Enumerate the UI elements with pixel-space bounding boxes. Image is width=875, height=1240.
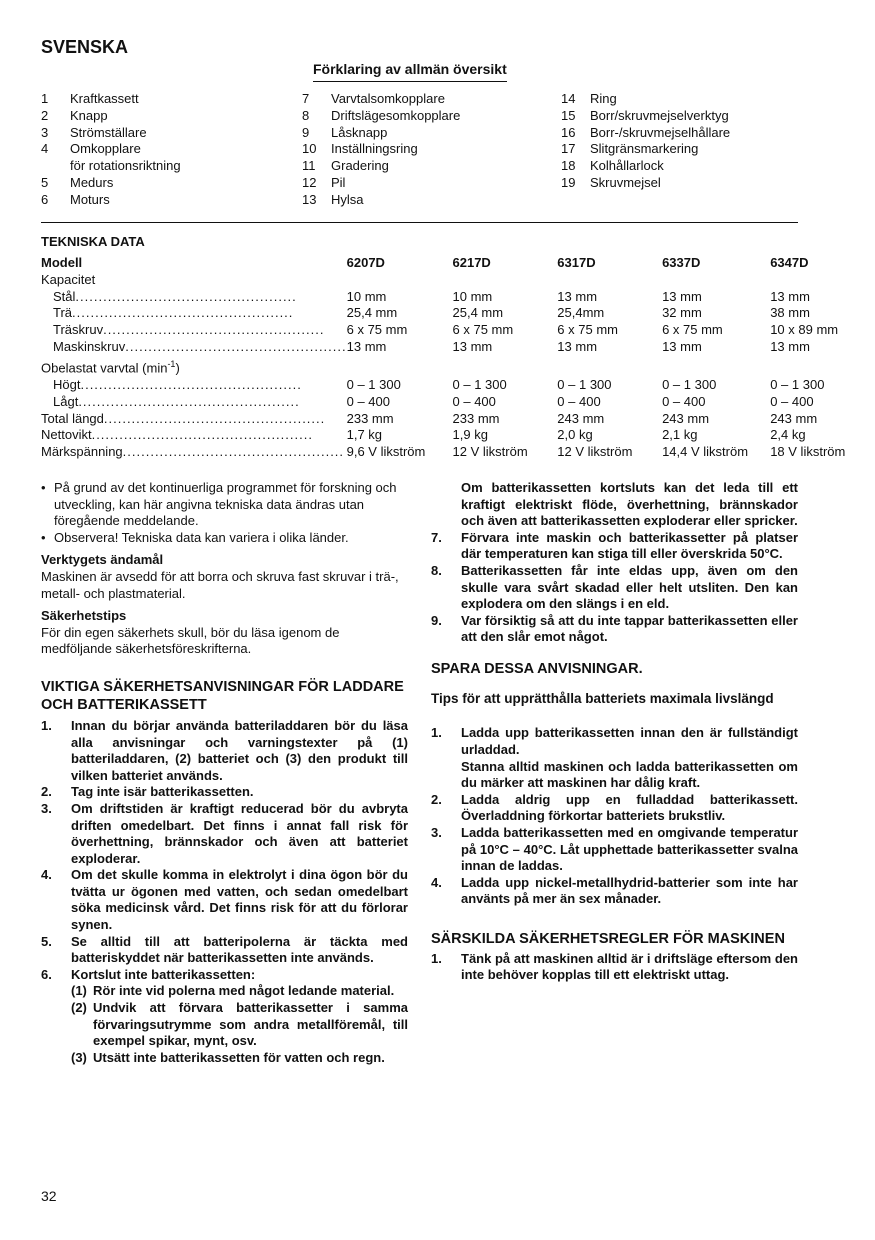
table-cell: 10 mm — [452, 288, 493, 304]
table-cell: 13 mm — [662, 338, 702, 354]
model-name: 6317D — [557, 255, 596, 270]
overview-title: Förklaring av allmän översikt — [313, 61, 507, 82]
table-cell: 0 – 1 300 — [452, 376, 507, 392]
model-name: 6207D — [346, 255, 385, 270]
table-row: Nettovikt ................................................ 1,7 kg 1,9 kg 2,0 kg 2,1 kg 2,4 kg — [41, 427, 875, 444]
list-item: 3. Om driftstiden är kraftigt reducerad bör du avbryta driften omedelbart. Det finns i annat fall risk för överhettning, brännskador och även att batteriet exploderar. — [41, 800, 408, 866]
legend-item: 19 Skruvmejsel — [561, 174, 661, 190]
table-cell: 6 x 75 mm — [557, 322, 618, 338]
model-name: 6337D — [662, 255, 701, 270]
list-item: 1. Ladda upp batterikassetten innan den är fullständigt urladdad. Stanna alltid maskinen och ladda batterikassetten om du märker att maskinen har dålig kraft. — [431, 725, 798, 791]
table-cell: 13 mm — [662, 288, 702, 304]
tech-data-title: TEKNISKA DATA — [41, 234, 145, 249]
table-row: Träskruv ................................................ 6 x 75 mm 6 x 75 mm 6 x 75 mm 6 x 75 mm 10 x 89 mm — [41, 322, 875, 339]
table-cell: 13 mm — [346, 338, 387, 354]
table-cell: 243 mm — [662, 410, 710, 426]
row-label: Lågt — [53, 393, 79, 409]
legend-item: 10 Inställningsring — [302, 141, 418, 157]
table-cell: 233 mm — [346, 410, 394, 426]
sub-list-item: (3) Utsätt inte batterikassetten för vatten och regn. — [71, 1049, 385, 1065]
row-label: Total längd — [41, 410, 104, 426]
table-row: Total längd ................................................ 233 mm 233 mm 243 mm 243 mm 243 mm — [41, 411, 875, 428]
table-cell: 12 V likström — [557, 444, 633, 460]
right-column — [431, 480, 798, 984]
table-cell: 1,9 kg — [452, 427, 488, 443]
sub-list-item: (2) Undvik att förvara batterikassetter i samma förvaringsutrymme som andra metallföremål, till exempel spikar, mynt, osv. — [71, 1000, 408, 1049]
table-cell: 13 mm — [452, 338, 493, 354]
charger-safety-heading: VIKTIGA SÄKERHETSANVISNINGAR FÖR LADDARE OCH BATTERIKASSETT — [41, 678, 404, 713]
table-row: Maskinskruv ................................................ 13 mm 13 mm 13 mm 13 mm 13 mm — [41, 339, 875, 356]
table-cell: 6 x 75 mm — [452, 322, 514, 338]
row-label: Nettovikt — [41, 427, 92, 443]
safety-text: För din egen säkerhets skull, bör du läsa igenom de medföljande säkerhetsföreskrifterna. — [41, 624, 340, 657]
table-cell: 25,4mm — [557, 305, 605, 321]
legend-item: 18 Kolhållarlock — [561, 158, 664, 174]
legend-item: 14 Ring — [561, 91, 617, 106]
legend-item: 17 Slitgränsmarkering — [561, 141, 699, 157]
legend-item: 11 Gradering — [302, 158, 389, 174]
list-item: 1. Tänk på att maskinen alltid är i driftsläge eftersom den inte behöver kopplas till ett elektriskt uttag. — [431, 950, 798, 983]
legend-item: 15 Borr/skruvmejselverktyg — [561, 107, 729, 123]
model-label: Modell — [41, 255, 83, 270]
list-item: 9. Var försiktig så att du inte tappar batterikassetten eller att den slår emot något. — [431, 612, 798, 645]
row-label: Träskruv — [53, 322, 104, 338]
table-cell: 233 mm — [452, 410, 500, 426]
table-cell: 243 mm — [770, 410, 818, 426]
table-header-row — [41, 255, 875, 272]
save-instructions-heading: SPARA DESSA ANVISNINGAR. — [431, 660, 643, 677]
table-cell: 18 V likström — [770, 444, 846, 460]
table-cell: 6 x 75 mm — [662, 322, 723, 338]
legend-item: 5 Medurs — [41, 174, 114, 190]
table-row: Trä ................................................ 25,4 mm 25,4 mm 25,4mm 32 mm 38 mm — [41, 305, 875, 322]
legend-item: 1 Kraftkassett — [41, 91, 139, 106]
table-cell: 2,0 kg — [557, 427, 593, 443]
table-cell: 0 – 1 300 — [346, 376, 401, 392]
table-cell: 0 – 400 — [452, 393, 496, 409]
battery-tips-heading: Tips för att upprätthålla batteriets maximala livslängd — [431, 690, 774, 706]
legend-item: 16 Borr-/skruvmejselhållare — [561, 124, 731, 140]
table-cell: 25,4 mm — [452, 305, 504, 321]
table-cell: 13 mm — [770, 338, 810, 354]
page-number: 32 — [41, 1188, 57, 1204]
row-label: Högt — [53, 376, 81, 392]
tech-data-table — [41, 255, 875, 461]
legend-column-1 — [41, 91, 181, 209]
legend-item-continuation: för rotationsriktning — [70, 158, 181, 174]
list-item: 1. Innan du börjar använda batteriladdaren bör du läsa alla anvisningar och varningstexter på (1) batteriladdaren, (2) batteriet och (3) den produkt till vilken batteriet används. — [41, 717, 408, 783]
table-cell: 243 mm — [557, 410, 605, 426]
safety-title: Säkerhetstips — [41, 608, 127, 624]
legend-column-3 — [561, 91, 730, 192]
table-cell: 0 – 1 300 — [662, 376, 717, 392]
table-cell: 12 V likström — [452, 444, 528, 460]
model-name: 6347D — [770, 255, 809, 270]
legend-item: 2 Knapp — [41, 107, 108, 123]
table-row: Lågt ................................................ 0 – 400 0 – 400 0 – 400 0 – 400 0 – 400 — [41, 394, 875, 411]
table-row — [41, 272, 875, 289]
legend-item: 9 Låsknapp — [302, 124, 388, 140]
table-cell: 0 – 400 — [662, 393, 706, 409]
legend-item: 8 Driftslägesomkopplare — [302, 107, 461, 123]
model-name: 6217D — [452, 255, 491, 270]
table-row — [41, 356, 875, 377]
table-cell: 38 mm — [770, 305, 810, 321]
purpose-title: Verktygets ändamål — [41, 552, 164, 568]
legend-item: 7 Varvtalsomkopplare — [302, 91, 445, 106]
table-cell: 10 x 89 mm — [770, 322, 839, 338]
row-label: Stål — [53, 288, 76, 304]
list-item: 7. Förvara inte maskin och batterikassetter på platser där temperaturen kan stiga till eller överskrida 50°C. — [431, 529, 798, 562]
table-row: Stål ................................................ 10 mm 10 mm 13 mm 13 mm 13 mm — [41, 289, 875, 306]
row-label: Märkspänning — [41, 444, 123, 460]
table-cell: 1,7 kg — [346, 427, 383, 443]
capacity-label: Kapacitet — [41, 271, 96, 287]
legend-column-2 — [302, 91, 460, 209]
purpose-text: Maskinen är avsedd för att borra och skruva fast skruvar i trä-, metall- och plastmaterial. — [41, 568, 399, 601]
table-cell: 2,4 kg — [770, 427, 806, 443]
sub-list-item: (1) Rör inte vid polerna med något ledande material. — [71, 983, 395, 999]
table-cell: 0 – 400 — [557, 393, 601, 409]
list-item: 8. Batterikassetten får inte eldas upp, även om den skulle vara svårt skadad eller helt utsliten. Den kan explodera om den slängs i en eld. — [431, 562, 798, 612]
table-row: Märkspänning ................................................ 9,6 V likström 12 V likström 12 V likström 14,4 V likström 18 V likström — [41, 444, 875, 461]
list-item: • Observera! Tekniska data kan variera i olika länder. — [41, 529, 349, 545]
machine-safety-heading: SÄRSKILDA SÄKERHETSREGLER FÖR MASKINEN — [431, 930, 785, 947]
list-item: 2. Ladda aldrig upp en fulladdad batterikassett. Överladdning förkortar batteriets brukstliv. — [431, 791, 798, 824]
list-item: 4. Om det skulle komma in elektrolyt i dina ögon bör du tvätta ur ögonen med vatten, och sedan omedelbart söka medicinsk vård. Det finns risk för att du förlorar synen. — [41, 867, 408, 933]
list-item: 4. Ladda upp nickel-metallhydrid-batterier som inte har använts på mer än sex månader. — [431, 874, 798, 907]
left-column — [41, 480, 408, 1066]
table-cell: 13 mm — [557, 288, 598, 304]
section-divider — [41, 222, 798, 223]
list-item: • På grund av det kontinuerliga programmet för forskning och utveckling, kan här angivna tekniska data ändras utan föregående meddelande. — [41, 480, 397, 529]
speed-label: Obelastat varvtal $(\min^{-1})$ — [41, 358, 180, 376]
table-cell: 0 – 1 300 — [557, 376, 612, 392]
list-item: 6. Kortslut inte batterikassetten: — [41, 966, 256, 982]
list-item: 2. Tag inte isär batterikassetten. — [41, 784, 254, 800]
list-item: 3. Ladda batterikassetten med en omgivande temperatur på 10°C – 40°C. Låt upphettade batterikassetter svalna innan de laddas. — [431, 824, 798, 874]
legend-item: 6 Moturs — [41, 191, 110, 207]
table-cell: 32 mm — [662, 305, 702, 321]
table-cell: 0 – 1 300 — [770, 376, 825, 392]
table-cell: 0 – 400 — [770, 393, 814, 409]
table-cell: 0 – 400 — [346, 393, 390, 409]
row-label: Trä — [53, 305, 73, 321]
table-cell: 25,4 mm — [346, 305, 398, 321]
list-item: 5. Se alltid till att batteripolerna är täckta med batteriskyddet när batterikassetten inte används. — [41, 933, 408, 966]
table-cell: 6 x 75 mm — [346, 322, 408, 338]
language-heading: SVENSKA — [41, 37, 129, 57]
table-cell: 13 mm — [557, 338, 598, 354]
table-cell: 9,6 V likström — [346, 444, 426, 460]
legend-item: 13 Hylsa — [302, 191, 364, 207]
legend-item: 3 Strömställare — [41, 124, 147, 140]
table-cell: 13 mm — [770, 288, 810, 304]
table-row: Högt ................................................ 0 – 1 300 0 – 1 300 0 – 1 300 0 – 1 300 0 – 1 300 — [41, 377, 875, 394]
legend-item: 4 Omkopplare — [41, 141, 141, 157]
short-circuit-warning: Om batterikassetten kortsluts kan det leda till ett kraftigt elektriskt flöde, överhettning, brännskador och även att batterikassetten exploderar eller spricker. — [461, 480, 798, 529]
row-label: Maskinskruv — [53, 338, 126, 354]
table-cell: 10 mm — [346, 288, 387, 304]
table-cell: 2,1 kg — [662, 427, 698, 443]
table-cell: 14,4 V likström — [662, 444, 749, 460]
legend-item: 12 Pil — [302, 174, 346, 190]
